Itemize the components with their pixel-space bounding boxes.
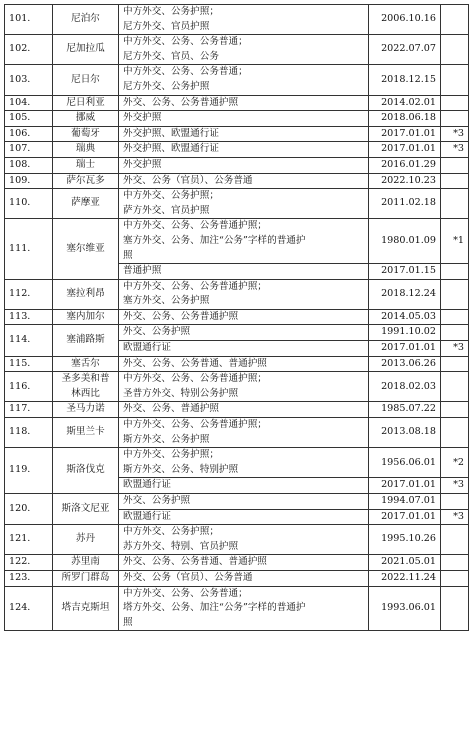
country-name: 尼日利亚 <box>53 95 119 111</box>
country-name: 塔吉克斯坦 <box>53 586 119 631</box>
table-row <box>5 309 469 325</box>
table-body <box>5 5 469 631</box>
effective-date: 2017.01.15 <box>369 264 441 280</box>
passport-type-line: 欧盟通行证 <box>123 342 171 354</box>
passport-types <box>119 418 369 448</box>
row-number: 114. <box>5 325 53 356</box>
passport-types <box>119 341 369 357</box>
country-name: 斯洛文尼亚 <box>53 494 119 525</box>
country-name: 塞舌尔 <box>53 356 119 372</box>
footnote-mark: *2 <box>441 448 469 478</box>
table-row <box>5 142 469 158</box>
footnote-mark: *3 <box>441 509 469 525</box>
visa-exemption-table <box>4 4 469 631</box>
passport-type-line: 外交、公务、公务普通、普通护照 <box>123 556 267 568</box>
country-name: 尼日尔 <box>53 65 119 95</box>
passport-type-line: 中方外交、公务护照； <box>123 526 219 538</box>
passport-type-line: 萨方外交、官员护照 <box>123 204 210 216</box>
table-row <box>5 586 469 631</box>
passport-type-line: 外交、公务、公务普通、普通护照 <box>123 357 267 369</box>
passport-type-line: 中方外交、公务护照； <box>123 449 219 461</box>
footnote-mark <box>441 5 469 35</box>
effective-date: 2018.06.18 <box>369 111 441 127</box>
passport-type-line: 圣普方外交、特别公务护照 <box>123 387 239 399</box>
effective-date: 2022.11.24 <box>369 570 441 586</box>
country-name: 萨尔瓦多 <box>53 173 119 189</box>
passport-type-line: 斯方外交、公务护照 <box>123 433 210 445</box>
row-number: 102. <box>5 35 53 65</box>
passport-types <box>119 5 369 35</box>
footnote-mark <box>441 189 469 219</box>
effective-date: 1994.07.01 <box>369 494 441 510</box>
footnote-mark <box>441 325 469 341</box>
passport-types <box>119 478 369 494</box>
passport-types <box>119 570 369 586</box>
effective-date: 1980.01.09 <box>369 219 441 264</box>
passport-type-line: 塔方外交、公务、加注“公务”字样的普通护 <box>123 602 306 614</box>
table-row <box>5 5 469 35</box>
passport-types <box>119 356 369 372</box>
passport-type-line: 中方外交、公务、公务普通； <box>123 587 248 599</box>
passport-type-line: 外交、公务护照 <box>123 495 191 506</box>
passport-type-line: 普通护照 <box>123 265 162 277</box>
passport-type-line: 塞方外交、公务、加注“公务”字样的普通护 <box>123 234 306 246</box>
footnote-mark <box>441 309 469 325</box>
row-number: 111. <box>5 219 53 279</box>
table-row <box>5 356 469 372</box>
effective-date: 2017.01.01 <box>369 341 441 357</box>
footnote-mark: *3 <box>441 478 469 494</box>
table-row <box>5 189 469 219</box>
passport-type-line: 尼方外交、官员、公务 <box>123 50 219 62</box>
country-name: 苏丹 <box>53 525 119 555</box>
effective-date: 2017.01.01 <box>369 126 441 142</box>
footnote-mark <box>441 65 469 95</box>
country-name: 塞浦路斯 <box>53 325 119 356</box>
passport-types <box>119 95 369 111</box>
passport-type-line: 外交护照、欧盟通行证 <box>123 143 219 155</box>
row-number: 115. <box>5 356 53 372</box>
passport-types <box>119 35 369 65</box>
passport-type-line: 外交、公务护照 <box>123 326 191 338</box>
passport-type-line: 中方外交、公务、公务普通； <box>123 66 248 78</box>
passport-type-line: 欧盟通行证 <box>123 479 171 491</box>
effective-date: 1985.07.22 <box>369 402 441 418</box>
footnote-mark <box>441 372 469 402</box>
effective-date: 2022.07.07 <box>369 35 441 65</box>
effective-date: 1993.06.01 <box>369 586 441 631</box>
passport-type-line: 外交、公务、公务普通护照 <box>123 96 239 108</box>
country-name: 萨摩亚 <box>53 189 119 219</box>
passport-types <box>119 173 369 189</box>
passport-types <box>119 555 369 571</box>
footnote-mark <box>441 173 469 189</box>
table-row <box>5 448 469 478</box>
passport-types <box>119 126 369 142</box>
country-name: 所罗门群岛 <box>53 570 119 586</box>
row-number: 123. <box>5 570 53 586</box>
footnote-mark <box>441 418 469 448</box>
passport-type-line: 外交护照 <box>123 112 162 124</box>
passport-type-line: 塞方外交、公务护照 <box>123 295 210 307</box>
row-number: 108. <box>5 157 53 173</box>
row-number: 117. <box>5 402 53 418</box>
passport-types <box>119 325 369 341</box>
passport-types <box>119 586 369 631</box>
passport-type-line: 中方外交、公务护照； <box>123 6 219 17</box>
passport-types <box>119 402 369 418</box>
row-number: 121. <box>5 525 53 555</box>
country-name: 斯洛伐克 <box>53 448 119 494</box>
passport-type-line: 中方外交、公务、公务普通护照； <box>123 419 267 431</box>
row-number: 103. <box>5 65 53 95</box>
row-number: 120. <box>5 494 53 525</box>
country-name: 斯里兰卡 <box>53 418 119 448</box>
country-name: 塞内加尔 <box>53 309 119 325</box>
passport-type-line: 外交、公务（官员）、公务普通 <box>123 174 253 186</box>
row-number: 119. <box>5 448 53 494</box>
effective-date: 2013.06.26 <box>369 356 441 372</box>
passport-types <box>119 264 369 280</box>
effective-date: 2017.01.01 <box>369 478 441 494</box>
country-name: 瑞士 <box>53 157 119 173</box>
row-number: 101. <box>5 5 53 35</box>
row-number: 118. <box>5 418 53 448</box>
passport-types <box>119 189 369 219</box>
passport-types <box>119 279 369 309</box>
table-row <box>5 402 469 418</box>
row-number: 109. <box>5 173 53 189</box>
table-row <box>5 65 469 95</box>
table-row <box>5 418 469 448</box>
footnote-mark <box>441 555 469 571</box>
table-row <box>5 279 469 309</box>
country-name: 葡萄牙 <box>53 126 119 142</box>
passport-type-line: 中方外交、公务、公务普通护照； <box>123 280 267 292</box>
table-row <box>5 525 469 555</box>
footnote-mark <box>441 95 469 111</box>
table-row <box>5 555 469 571</box>
passport-type-line: 外交、公务、公务普通护照 <box>123 310 239 322</box>
effective-date: 2011.02.18 <box>369 189 441 219</box>
effective-date: 1956.06.01 <box>369 448 441 478</box>
table-row <box>5 570 469 586</box>
table-row <box>5 157 469 173</box>
passport-type-line: 欧盟通行证 <box>123 510 171 522</box>
passport-type-line: 外交护照、欧盟通行证 <box>123 127 219 139</box>
table-row <box>5 325 469 341</box>
table-row <box>5 219 469 264</box>
passport-types <box>119 509 369 525</box>
passport-type-line: 外交护照 <box>123 158 162 170</box>
row-number: 113. <box>5 309 53 325</box>
effective-date: 2006.10.16 <box>369 5 441 35</box>
table-row <box>5 126 469 142</box>
country-name: 圣多美和普林西比 <box>53 372 119 402</box>
passport-type-line: 中方外交、公务、公务普通护照； <box>123 220 267 232</box>
passport-type-line: 中方外交、公务、公务普通护照； <box>123 373 267 385</box>
passport-types <box>119 372 369 402</box>
footnote-mark <box>441 402 469 418</box>
footnote-mark <box>441 279 469 309</box>
footnote-mark: *3 <box>441 142 469 158</box>
passport-type-line: 苏方外交、特别、官员护照 <box>123 540 239 552</box>
effective-date: 2018.12.24 <box>369 279 441 309</box>
footnote-mark <box>441 525 469 555</box>
passport-types <box>119 494 369 510</box>
effective-date: 1995.10.26 <box>369 525 441 555</box>
effective-date: 2017.01.01 <box>369 509 441 525</box>
footnote-mark <box>441 264 469 280</box>
table-row <box>5 372 469 402</box>
country-name: 塞拉利昂 <box>53 279 119 309</box>
footnote-mark <box>441 586 469 631</box>
passport-types <box>119 309 369 325</box>
passport-types <box>119 219 369 264</box>
row-number: 122. <box>5 555 53 571</box>
country-name: 瑞典 <box>53 142 119 158</box>
footnote-mark <box>441 111 469 127</box>
passport-types <box>119 157 369 173</box>
effective-date: 2022.10.23 <box>369 173 441 189</box>
country-name: 塞尔维亚 <box>53 219 119 279</box>
passport-type-line: 外交、公务、普通护照 <box>123 403 219 415</box>
effective-date: 2016.01.29 <box>369 157 441 173</box>
table-row <box>5 494 469 510</box>
passport-type-line: 尼方外交、公务护照 <box>123 80 210 92</box>
footnote-mark <box>441 35 469 65</box>
effective-date: 2017.01.01 <box>369 142 441 158</box>
row-number: 104. <box>5 95 53 111</box>
passport-type-line: 外交、公务（官员）、公务普通 <box>123 571 253 583</box>
passport-types <box>119 111 369 127</box>
row-number: 124. <box>5 586 53 631</box>
passport-types <box>119 65 369 95</box>
country-name: 尼加拉瓜 <box>53 35 119 65</box>
passport-type-line: 中方外交、公务、公务普通； <box>123 36 248 48</box>
effective-date: 2018.12.15 <box>369 65 441 95</box>
row-number: 106. <box>5 126 53 142</box>
footnote-mark: *3 <box>441 126 469 142</box>
passport-type-line: 尼方外交、官员护照 <box>123 20 210 32</box>
row-number: 116. <box>5 372 53 402</box>
footnote-mark <box>441 494 469 510</box>
effective-date: 2014.05.03 <box>369 309 441 325</box>
row-number: 105. <box>5 111 53 127</box>
effective-date: 1991.10.02 <box>369 325 441 341</box>
effective-date: 2018.02.03 <box>369 372 441 402</box>
footnote-mark <box>441 570 469 586</box>
footnote-mark <box>441 157 469 173</box>
row-number: 112. <box>5 279 53 309</box>
country-name: 圣马力诺 <box>53 402 119 418</box>
country-name: 苏里南 <box>53 555 119 571</box>
table-row <box>5 111 469 127</box>
effective-date: 2014.02.01 <box>369 95 441 111</box>
passport-type-line: 斯方外交、公务、特别护照 <box>123 463 239 475</box>
table-row <box>5 173 469 189</box>
passport-type-line: 中方外交、公务护照； <box>123 190 219 202</box>
row-number: 107. <box>5 142 53 158</box>
effective-date: 2013.08.18 <box>369 418 441 448</box>
table-row <box>5 35 469 65</box>
country-name: 尼泊尔 <box>53 5 119 35</box>
passport-type-line: 照 <box>123 616 133 628</box>
footnote-mark: *3 <box>441 341 469 357</box>
passport-types <box>119 142 369 158</box>
passport-types <box>119 448 369 478</box>
table-row <box>5 95 469 111</box>
footnote-mark: *1 <box>441 219 469 264</box>
country-name: 挪威 <box>53 111 119 127</box>
passport-type-line: 照 <box>123 249 133 261</box>
footnote-mark <box>441 356 469 372</box>
effective-date: 2021.05.01 <box>369 555 441 571</box>
row-number: 110. <box>5 189 53 219</box>
passport-types <box>119 525 369 555</box>
